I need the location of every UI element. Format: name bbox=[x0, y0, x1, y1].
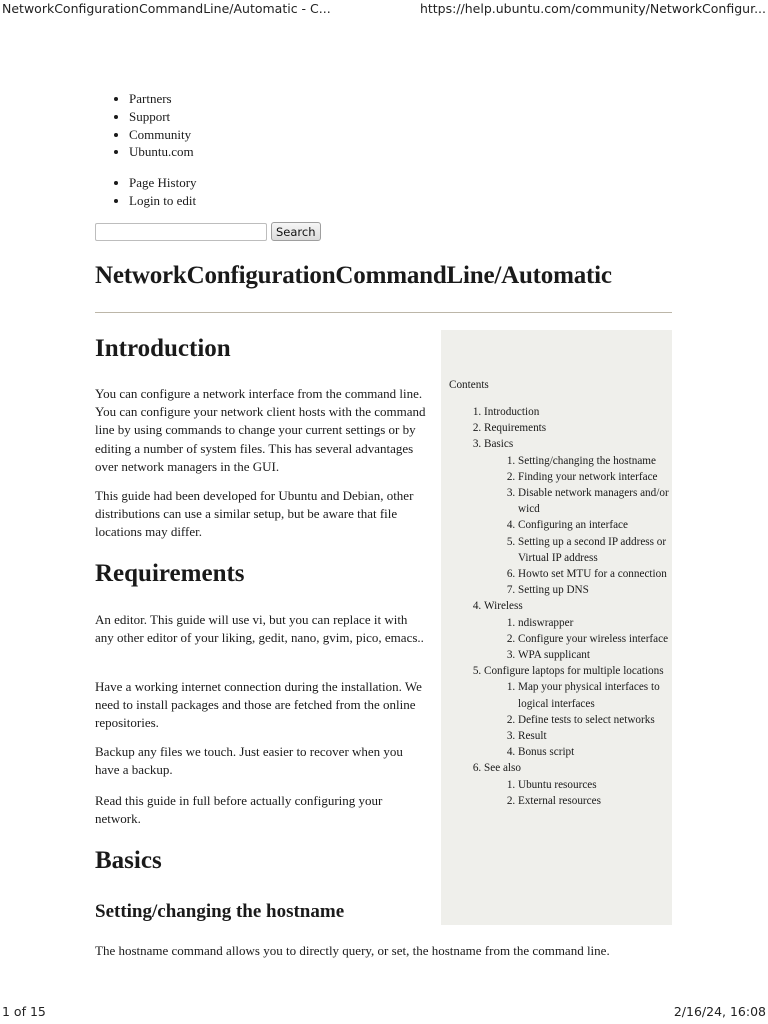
toc-link-ndiswrapper[interactable]: ndiswrapper bbox=[518, 616, 574, 629]
toc-subitem bbox=[518, 582, 672, 598]
toc-item bbox=[484, 598, 672, 663]
toc-subitem bbox=[518, 453, 672, 469]
toc-link-map-interfaces[interactable]: Map your physical interfaces to logical interfaces bbox=[518, 681, 660, 710]
toc-link-configure-wireless[interactable]: Configure your wireless interface bbox=[518, 632, 669, 645]
toc-sublist bbox=[484, 453, 672, 599]
search-input[interactable] bbox=[95, 223, 267, 241]
toc-subitem bbox=[518, 469, 672, 485]
toc-link-finding-interface[interactable]: Finding your network interface bbox=[518, 470, 658, 483]
toc-subitem bbox=[518, 679, 672, 711]
toc-link-wpa-supplicant[interactable]: WPA supplicant bbox=[518, 649, 590, 662]
toc-link-requirements[interactable]: Requirements bbox=[484, 422, 547, 435]
ubuntu-com-link[interactable]: Ubuntu.com bbox=[129, 144, 194, 160]
requirements-paragraph: Read this guide in full before actually configuring your network. bbox=[95, 793, 383, 827]
toc-subitem bbox=[518, 566, 672, 582]
toc-link-external-resources[interactable]: External resources bbox=[518, 794, 601, 807]
toc-item bbox=[484, 663, 672, 760]
toc-link-define-tests[interactable]: Define tests to select networks bbox=[518, 713, 655, 726]
site-nav-item bbox=[129, 126, 194, 144]
site-nav-item bbox=[129, 143, 194, 161]
partners-link[interactable]: Partners bbox=[129, 91, 172, 106]
toc-link-introduction[interactable]: Introduction bbox=[484, 406, 540, 418]
toc-item bbox=[484, 420, 672, 436]
toc-link-bonus-script[interactable]: Bonus script bbox=[518, 746, 575, 759]
introduction-paragraph: You can configure a network interface from the command line. You can configure your network client hosts with the command line by using commands to change your current settings or by editing a number of system files. This has several advantages over network managers in the GUI. bbox=[95, 386, 426, 474]
introduction-paragraph: This guide had been developed for Ubuntu and Debian, other distributions can use a similar setup, but be aware that file locations may differ. bbox=[95, 488, 414, 540]
toc-link-disable-managers[interactable]: Disable network managers and/or wicd bbox=[518, 487, 669, 516]
introduction-heading: Introduction bbox=[95, 335, 231, 362]
page-actions-list bbox=[95, 174, 197, 210]
toc-sublist bbox=[484, 777, 672, 809]
toc-link-ubuntu-resources[interactable]: Ubuntu resources bbox=[518, 778, 597, 791]
community-link[interactable]: Community bbox=[129, 126, 192, 142]
toc-subitem bbox=[518, 647, 672, 663]
search-button[interactable]: Search bbox=[271, 222, 321, 241]
toc-item bbox=[484, 760, 672, 809]
page-title: NetworkConfigurationCommandLine/Automatic bbox=[95, 262, 612, 289]
toc-link-configuring-interface[interactable]: Configuring an interface bbox=[518, 519, 628, 532]
print-header-title: NetworkConfigurationCommandLine/Automatic - C... bbox=[2, 1, 331, 16]
toc-item bbox=[484, 404, 672, 420]
requirements-paragraph: An editor. This guide will use vi, but you can replace it with any other editor of your liking, gedit, nano, gvim, pico, emacs.. bbox=[95, 612, 424, 646]
table-of-contents bbox=[441, 330, 672, 925]
page-history-link[interactable]: Page History bbox=[129, 175, 197, 190]
toc-subitem bbox=[518, 631, 672, 647]
toc-subitem bbox=[518, 744, 672, 760]
toc-subitem bbox=[518, 534, 672, 566]
site-nav-list bbox=[95, 90, 194, 161]
hostname-subheading: Setting/changing the hostname bbox=[95, 901, 345, 922]
toc-heading: Contents bbox=[449, 379, 489, 391]
toc-list bbox=[441, 404, 672, 809]
toc-link-result[interactable]: Result bbox=[518, 730, 547, 743]
login-to-edit-link[interactable]: Login to edit bbox=[129, 192, 197, 208]
requirements-paragraph: Have a working internet connection during the installation. We need to install packages and those are fetched from the online repositories. bbox=[95, 679, 422, 731]
page-action-item bbox=[129, 174, 197, 192]
page-action-item bbox=[129, 192, 197, 210]
print-header bbox=[0, 0, 768, 22]
toc-link-mtu[interactable]: Howto set MTU for a connection bbox=[518, 568, 667, 581]
print-footer bbox=[0, 1002, 768, 1024]
toc-subitem bbox=[518, 793, 672, 809]
toc-link-laptops[interactable]: Configure laptops for multiple locations bbox=[484, 665, 664, 678]
requirements-paragraph: Backup any files we touch. Just easier to recover when you have a backup. bbox=[95, 744, 403, 778]
toc-link-wireless[interactable]: Wireless bbox=[484, 600, 523, 613]
page-number: 1 of 15 bbox=[2, 1004, 46, 1019]
toc-subitem bbox=[518, 728, 672, 744]
search-form bbox=[95, 222, 321, 241]
requirements-heading: Requirements bbox=[95, 560, 245, 587]
toc-subitem bbox=[518, 712, 672, 728]
support-link[interactable]: Support bbox=[129, 108, 171, 124]
site-nav-item bbox=[129, 108, 194, 126]
site-nav-item bbox=[129, 90, 194, 108]
toc-subitem bbox=[518, 517, 672, 533]
toc-sublist bbox=[484, 679, 672, 760]
toc-link-dns[interactable]: Setting up DNS bbox=[518, 584, 589, 597]
toc-link-hostname[interactable]: Setting/changing the hostname bbox=[518, 454, 656, 467]
basics-heading: Basics bbox=[95, 847, 162, 874]
toc-subitem bbox=[518, 777, 672, 793]
hostname-paragraph: The hostname command allows you to directly query, or set, the hostname from the command line. bbox=[95, 943, 610, 958]
toc-subitem bbox=[518, 485, 672, 517]
toc-link-second-ip[interactable]: Setting up a second IP address or Virtual IP address bbox=[518, 535, 667, 564]
toc-sublist bbox=[484, 615, 672, 664]
print-datetime: 2/16/24, 16:08 bbox=[673, 1004, 766, 1019]
toc-link-basics[interactable]: Basics bbox=[484, 438, 514, 451]
toc-subitem bbox=[518, 615, 672, 631]
toc-item bbox=[484, 436, 672, 598]
title-divider bbox=[95, 312, 672, 313]
toc-link-see-also[interactable]: See also bbox=[484, 762, 521, 775]
print-header-url: https://help.ubuntu.com/community/NetworkConfigur... bbox=[419, 1, 766, 16]
